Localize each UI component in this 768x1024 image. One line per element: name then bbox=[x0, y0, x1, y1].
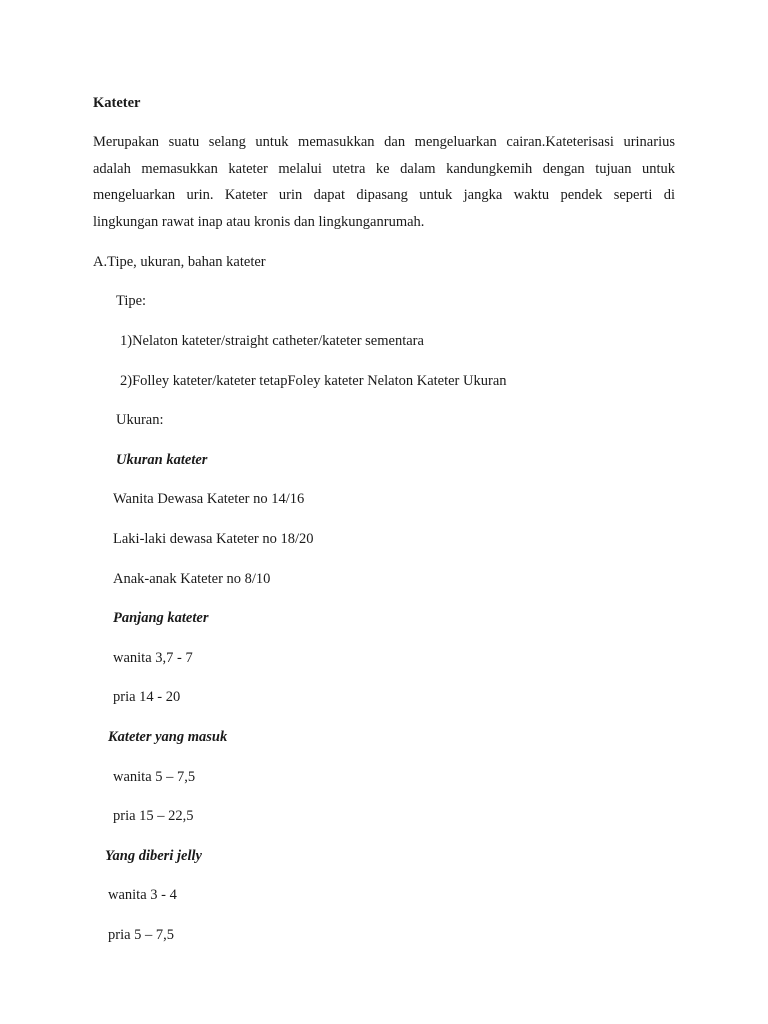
tipe-item: 1)Nelaton kateter/straight catheter/kateter sementara bbox=[120, 333, 424, 349]
paragraph-line: mengeluarkan urin. Kateter urin dapat dipasang untuk jangka waktu pendek seperti di bbox=[93, 187, 675, 203]
paragraph-line: lingkungan rawat inap atau kronis dan lingkunganrumah. bbox=[93, 213, 425, 230]
kateter-masuk-heading: Kateter yang masuk bbox=[108, 729, 228, 745]
ukuran-item: Laki-laki dewasa Kateter no 18/20 bbox=[113, 531, 314, 547]
ukuran-kateter-heading: Ukuran kateter bbox=[116, 452, 208, 468]
panjang-item: wanita 3,7 - 7 bbox=[113, 650, 193, 666]
ukuran-item: Wanita Dewasa Kateter no 14/16 bbox=[113, 491, 305, 507]
section-a-heading: A.Tipe, ukuran, bahan kateter bbox=[93, 254, 266, 270]
document-heading: Kateter bbox=[93, 95, 141, 111]
tipe-item: 2)Folley kateter/kateter tetapFoley kateter Nelaton Kateter Ukuran bbox=[120, 373, 507, 389]
paragraph-line: adalah memasukkan kateter melalui utetra ke dalam kandungkemih dengan tujuan untuk bbox=[93, 160, 675, 177]
jelly-item: pria 5 – 7,5 bbox=[108, 927, 175, 943]
intro-paragraph bbox=[93, 129, 675, 235]
ukuran-label: Ukuran: bbox=[116, 412, 164, 428]
kateter-masuk-item: wanita 5 – 7,5 bbox=[113, 769, 196, 785]
panjang-item: pria 14 - 20 bbox=[113, 689, 181, 705]
paragraph-line: Merupakan suatu selang untuk memasukkan dan mengeluarkan cairan.Kateterisasi urinarius bbox=[93, 134, 675, 150]
jelly-heading: Yang diberi jelly bbox=[105, 848, 202, 864]
panjang-kateter-heading: Panjang kateter bbox=[113, 610, 209, 626]
tipe-label: Tipe: bbox=[116, 293, 147, 309]
ukuran-item: Anak-anak Kateter no 8/10 bbox=[113, 571, 271, 587]
jelly-item: wanita 3 - 4 bbox=[108, 887, 177, 903]
kateter-masuk-item: pria 15 – 22,5 bbox=[113, 808, 194, 824]
